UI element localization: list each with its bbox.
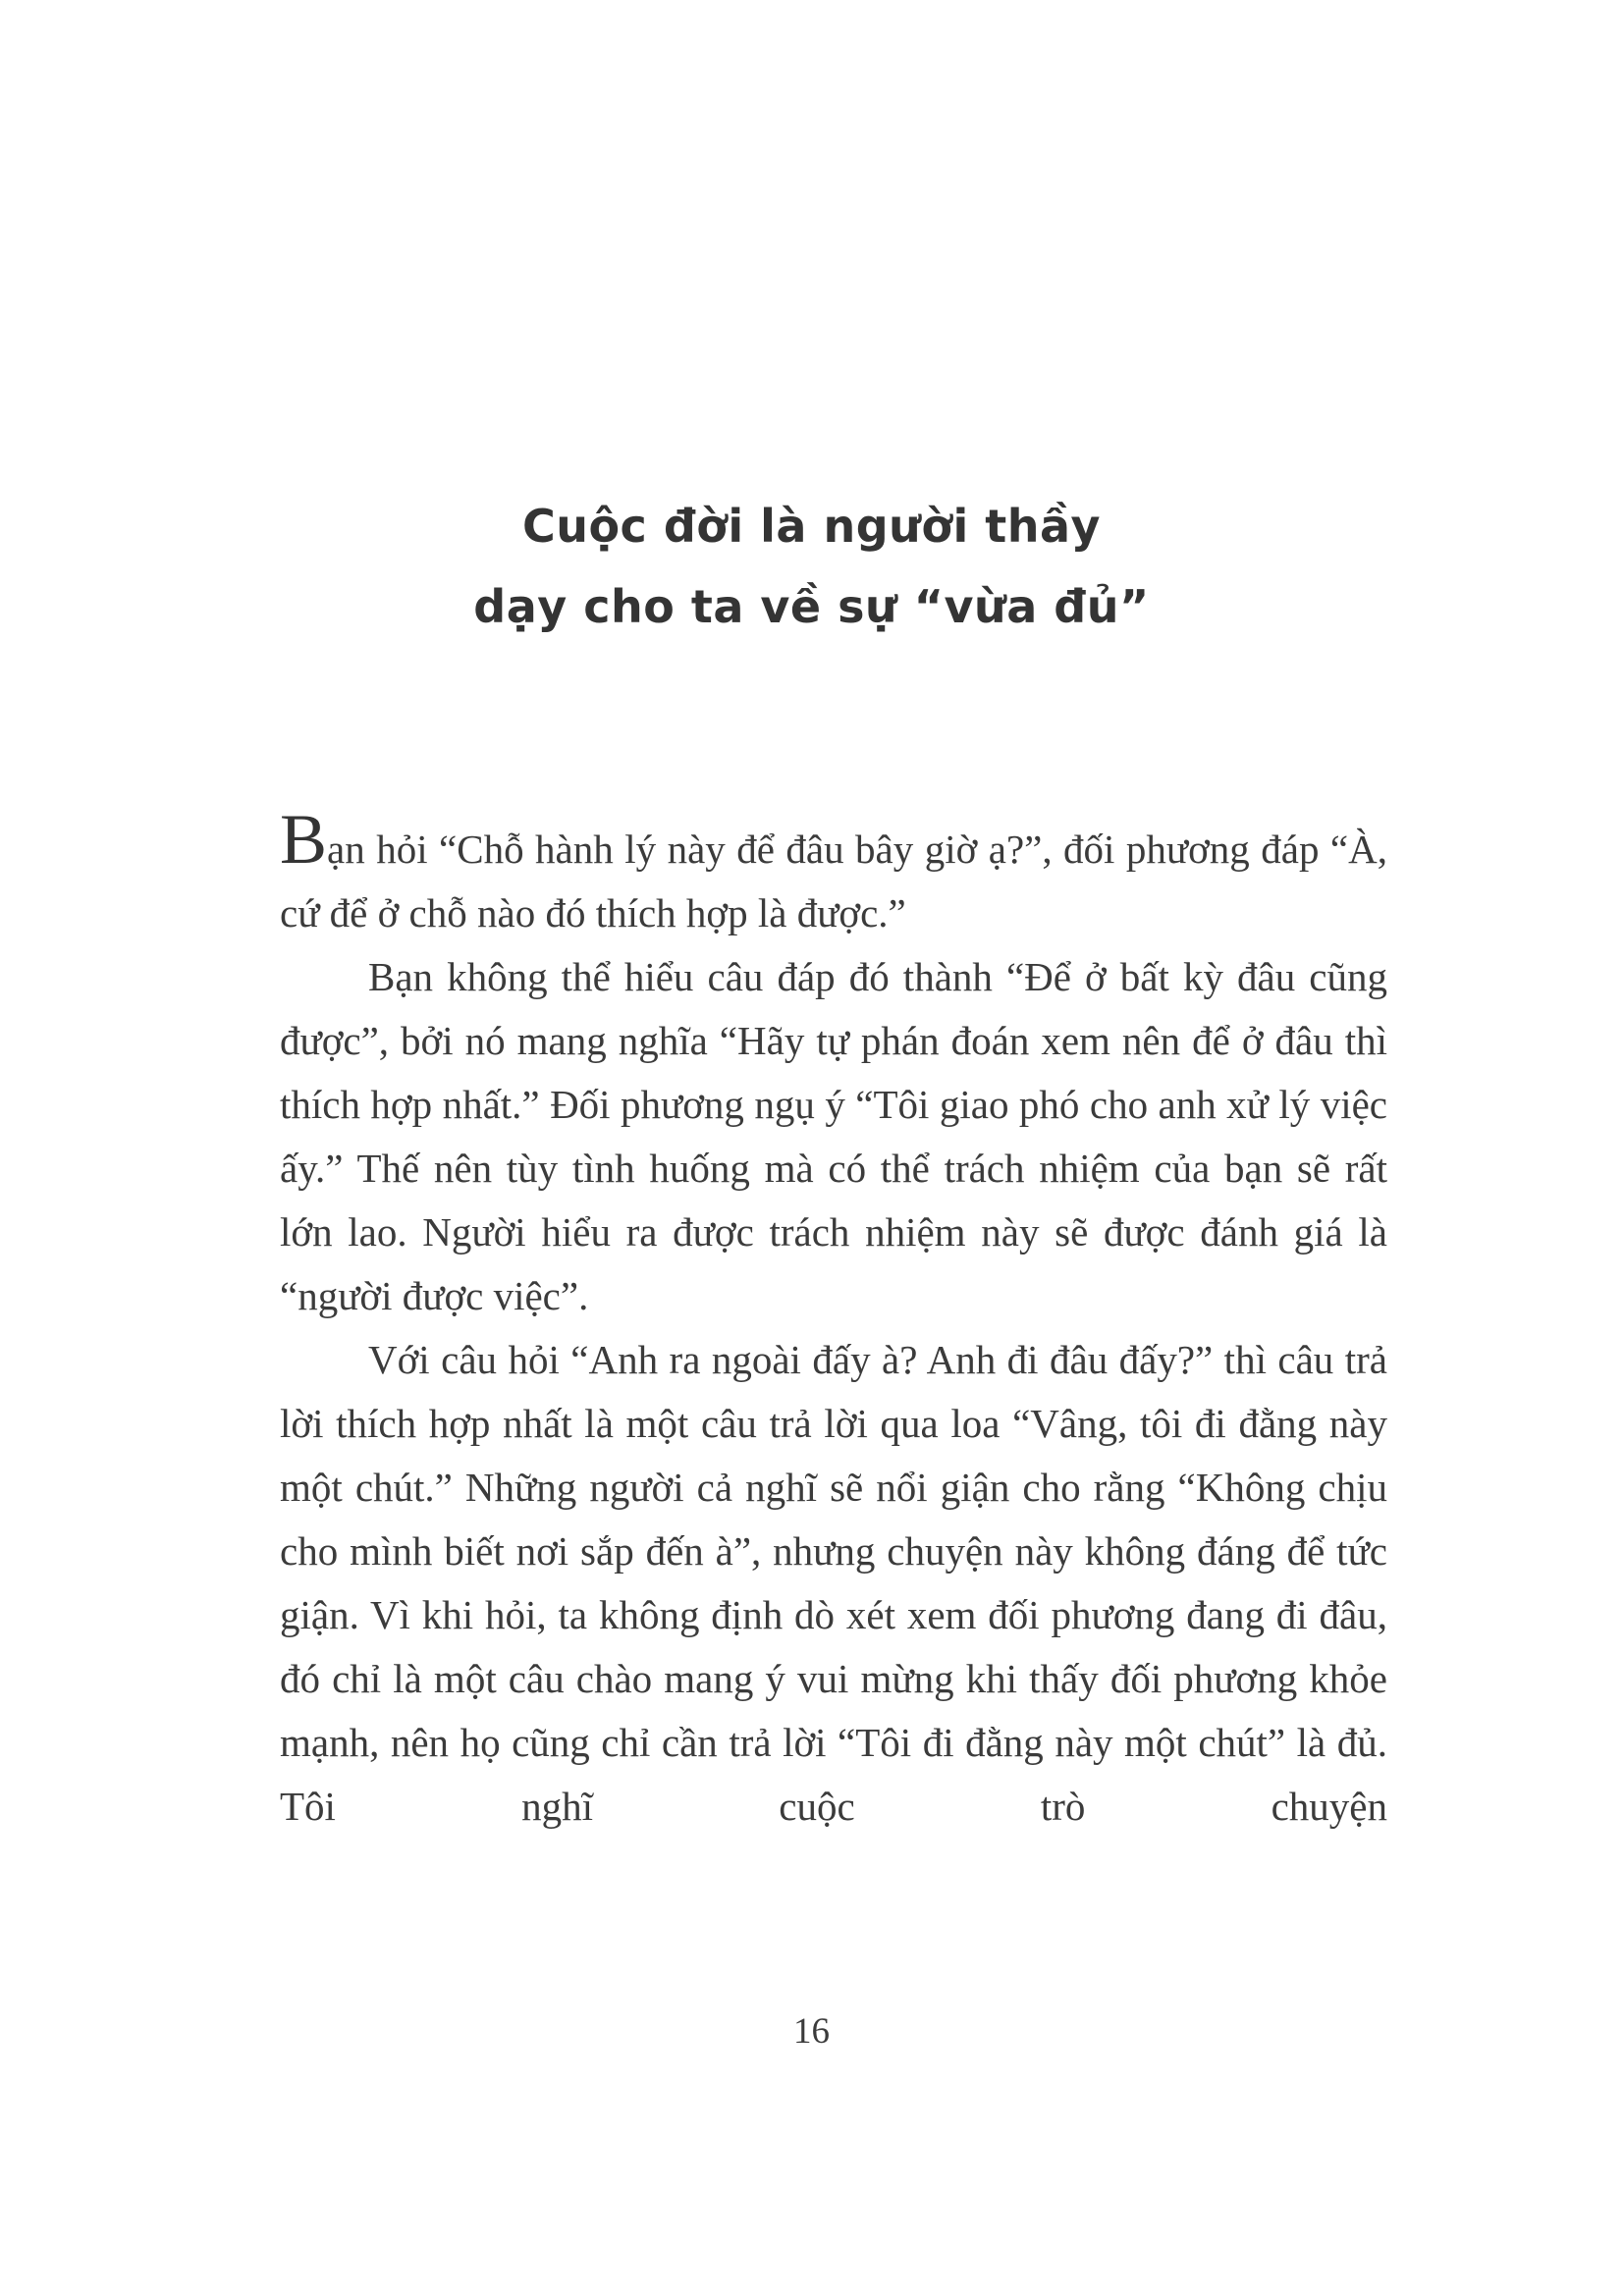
drop-cap: B (280, 800, 328, 879)
chapter-title-line-1: Cuộc đời là người thầy (521, 500, 1102, 553)
paragraph-text: ạn hỏi “Chỗ hành lý này để đâu bây giờ ạ?”, đối phương đáp “À, cứ để ở chỗ nào đó thích hợp là được.” (280, 827, 1387, 935)
paragraph: Với câu hỏi “Anh ra ngoài đấy à? Anh đi đâu đấy?” thì câu trả lời thích hợp nhất là một câu trả lời qua loa “Vâng, tôi đi đằng này một chút.” Những người cả nghĩ sẽ nổi giận cho rằng “Không chịu cho mình biết nơi sắp đến à”, nhưng chuyện này không đáng để tức giận. Vì khi hỏi, ta không định dò xét xem đối phương đang đi đâu, đó chỉ là một câu chào mang ý vui mừng khi thấy đối phương khỏe mạnh, nên họ cũng chỉ cần trả lời “Tôi đi đằng này một chút” là đủ. Tôi nghĩ cuộc trò chuyện (280, 1337, 1387, 1829)
page-number: 16 (793, 2011, 830, 2052)
body-text (280, 800, 1387, 1839)
paragraph (280, 800, 1387, 945)
chapter-title-line-2: dạy cho ta về sự “vừa đủ” (473, 580, 1150, 633)
paragraph: Bạn không thể hiểu câu đáp đó thành “Để ở bất kỳ đâu cũng được”, bởi nó mang nghĩa “Hãy tự phán đoán xem nên để ở đâu thì thích hợp nhất.” Đối phương ngụ ý “Tôi giao phó cho anh xử lý việc ấy.” Thế nên tùy tình huống mà có thể trách nhiệm của bạn sẽ rất lớn lao. Người hiểu ra được trách nhiệm này sẽ được đánh giá là “người được việc”. (280, 954, 1387, 1318)
chapter-title (0, 486, 1623, 647)
